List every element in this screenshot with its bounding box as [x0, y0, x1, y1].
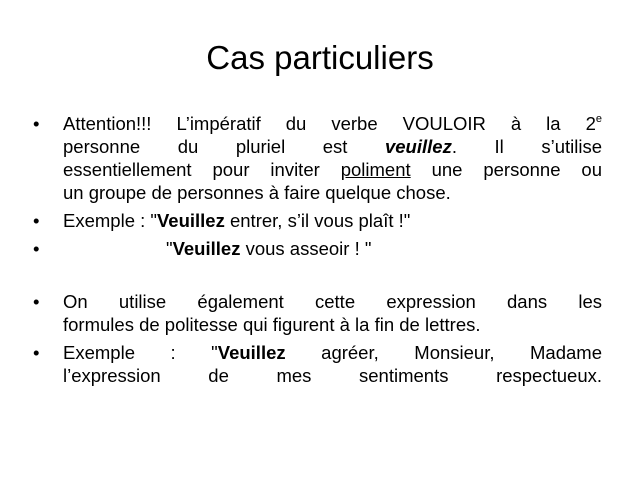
bold-veuillez: Veuillez: [217, 342, 286, 363]
bullet-dot: •: [33, 210, 40, 231]
bullet-line: Attention!!! L’impératif du verbe VOULOIR à la 2e: [63, 113, 602, 134]
bullet-dot: •: [33, 238, 40, 259]
bullet-politeness-usage: [30, 290, 602, 336]
underlined-poliment: poliment: [340, 159, 411, 180]
bold-veuillez: Veuillez: [156, 210, 225, 231]
bullet-line: "Veuillez vous asseoir ! ": [166, 238, 372, 259]
bullet-line: un groupe de personnes à faire quelque chose.: [63, 182, 451, 203]
bullet-list: [30, 112, 602, 392]
bullet-example-letter: [30, 341, 602, 387]
bullet-dot: •: [33, 291, 40, 312]
bullet-example-sit: [30, 237, 602, 260]
bullet-dot: •: [33, 342, 40, 363]
bullet-line: Exemple : "Veuillez entrer, s’il vous plaît !": [63, 210, 411, 231]
emphasis-veuillez: veuillez: [384, 136, 452, 157]
bullet-line: l’expression de mes sentiments respectueux.: [63, 365, 602, 386]
slide-title: Cas particuliers: [206, 39, 434, 76]
bullet-line: personne du pluriel est veuillez. Il s’utilise: [63, 136, 602, 157]
bullet-dot: •: [33, 113, 40, 134]
bullet-line: essentiellement pour inviter poliment une personne ou: [63, 159, 602, 180]
bullet-imperative-rule: [30, 112, 602, 204]
bullet-example-enter: [30, 209, 602, 232]
bullet-line: Exemple : "Veuillez agréer, Monsieur, Madame: [63, 342, 602, 363]
bullet-line: On utilise également cette expression dans les: [63, 291, 602, 312]
bullet-line: formules de politesse qui figurent à la fin de lettres.: [63, 314, 481, 335]
bold-veuillez: Veuillez: [172, 238, 241, 259]
